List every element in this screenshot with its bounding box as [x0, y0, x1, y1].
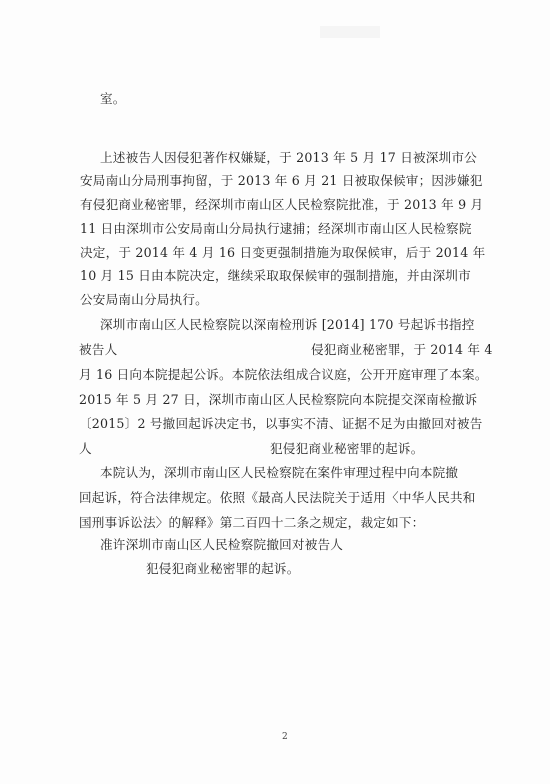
- text-line-7: 10 月 15 日由本院决定，继续采取取保候审的强制措施，并由深圳市: [80, 268, 471, 283]
- text-line-16: 回起诉，符合法律规定。依照《最高人民法院关于适用〈中华人民共和: [79, 490, 476, 505]
- text-line-10b: 侵犯商业秘密罪，于 2014 年 4: [311, 342, 493, 357]
- text-line-2: 上述被告人因侵犯著作权嫌疑，于 2013 年 5 月 17 日被深圳市公: [100, 150, 477, 165]
- text-line-10a: 被告人: [79, 342, 118, 357]
- page-number: 2: [282, 732, 288, 742]
- text-line-1: 室。: [100, 91, 126, 106]
- text-line-3: 安局南山分局刑事拘留，于 2013 年 6 月 21 日被取保候审；因涉嫌犯: [80, 173, 483, 188]
- scan-smudge: [320, 26, 380, 38]
- text-line-19: 犯侵犯商业秘密罪的起诉。: [146, 561, 300, 576]
- text-line-15: 本院认为，深圳市南山区人民检察院在案件审理过程中向本院撤: [100, 465, 459, 480]
- text-line-9: 深圳市南山区人民检察院以深南检刑诉 [2014] 170 号起诉书指控: [100, 317, 475, 332]
- text-line-4: 有侵犯商业秘密罪，经深圳市南山区人民检察院批准，于 2013 年 9 月: [80, 197, 484, 212]
- text-line-14b: 犯侵犯商业秘密罪的起诉。: [270, 441, 424, 456]
- text-line-14a: 人: [79, 441, 92, 456]
- text-line-12: 2015 年 5 月 27 日，深圳市南山区人民检察院向本院提交深南检撤诉: [79, 392, 478, 407]
- text-line-17: 国刑事诉讼法〉的解释》第二百四十二条之规定，裁定如下：: [79, 515, 425, 530]
- text-line-18: 准许深圳市南山区人民检察院撤回对被告人: [100, 537, 344, 552]
- text-line-6: 决定，于 2014 年 4 月 16 日变更强制措施为取保候审，后于 2014 年: [80, 245, 486, 260]
- text-line-13: 〔2015〕2 号撤回起诉决定书，以事实不清、证据不足为由撤回对被告: [79, 416, 483, 431]
- text-line-5: 11 日由深圳市公安局南山分局执行逮捕；经深圳市南山区人民检察院: [80, 221, 472, 236]
- text-line-8: 公安局南山分局执行。: [80, 292, 208, 307]
- text-line-11: 月 16 日向本院提起公诉。本院依法组成合议庭，公开开庭审理了本案。: [79, 367, 488, 382]
